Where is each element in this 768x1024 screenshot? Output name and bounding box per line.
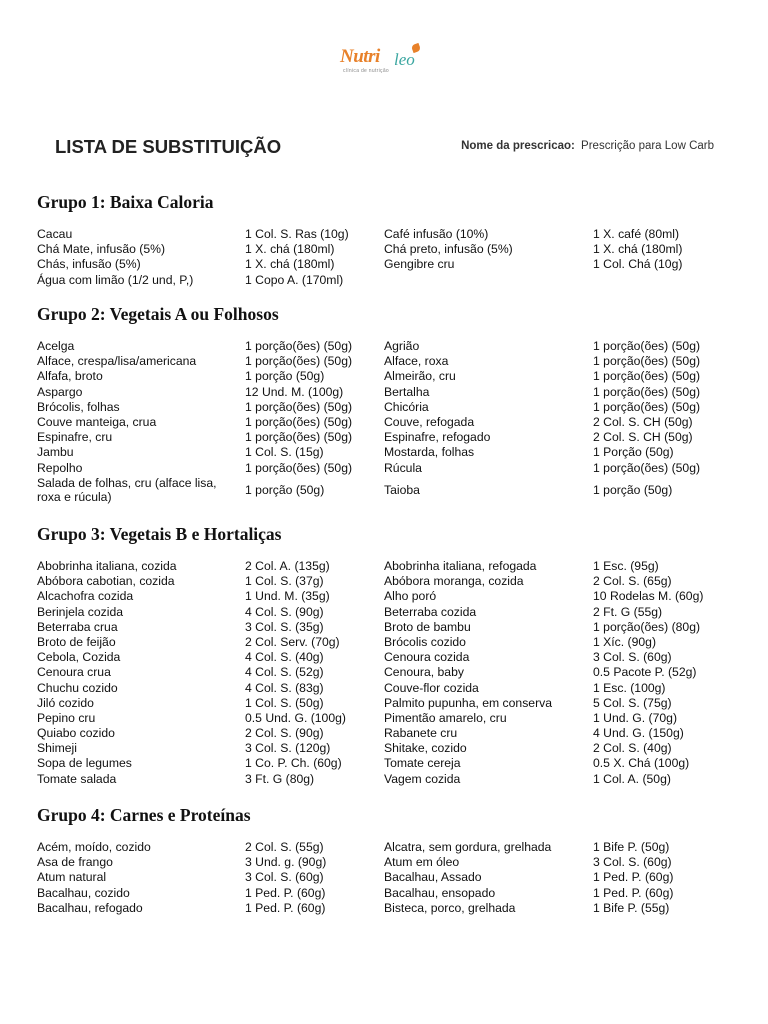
food-name-cell: Brócolis, folhas: [37, 399, 120, 414]
food-name-cell: Abóbora cabotian, cozida: [37, 574, 175, 589]
table-row: [0, 696, 768, 711]
food-name-cell: Acém, moído, cozido: [37, 840, 151, 854]
portion-cell: 2 Ft. G (55g): [593, 604, 663, 619]
portion-cell: 12 Und. M. (100g): [245, 384, 344, 399]
food-name-cell: Jambu: [37, 445, 74, 460]
portion-cell: 3 Und. g. (90g): [245, 855, 327, 870]
portion-cell: 1 Ped. P. (60g): [593, 870, 674, 885]
food-name-cell: Shimeji: [37, 741, 77, 756]
table-row: [0, 242, 768, 257]
portion-cell: 0.5 Pacote P. (52g): [593, 665, 697, 680]
food-name-cell: Asa de frango: [37, 855, 113, 870]
table-row: [0, 445, 768, 460]
food-name-cell: Cenoura, baby: [384, 665, 464, 680]
portion-cell: 1 porção(ões) (50g): [593, 369, 701, 384]
portion-cell: 4 Col. S. (52g): [245, 665, 324, 680]
portion-cell: 2 Col. S. (40g): [593, 741, 672, 756]
portion-cell: 0.5 X. Chá (100g): [593, 756, 690, 771]
group-title-4: Grupo 4: Carnes e Proteínas: [37, 805, 251, 825]
portion-cell: 1 Col. Chá (10g): [593, 257, 683, 272]
portion-cell: 1 Ped. P. (60g): [245, 900, 326, 915]
group-table-3: [0, 559, 768, 787]
table-row: [0, 711, 768, 726]
portion-cell: 10 Rodelas M. (60g): [593, 589, 704, 604]
food-name-cell: Jiló cozido: [37, 695, 94, 710]
food-name-cell: Alho poró: [384, 589, 437, 604]
table-row: [0, 400, 768, 415]
portion-cell: 3 Col. S. (120g): [245, 741, 331, 756]
food-name-cell: Tomate salada: [37, 771, 117, 786]
food-name-cell: Palmito pupunha, em conserva: [384, 695, 553, 710]
table-row: [0, 635, 768, 650]
portion-cell: 1 porção(ões) (50g): [593, 384, 701, 399]
food-name-cell: Beterraba crua: [37, 619, 118, 634]
portion-cell: 1 porção(ões) (50g): [593, 460, 701, 475]
portion-cell: 1 Xíc. (90g): [593, 634, 656, 649]
food-name-cell: Pepino cru: [37, 710, 96, 725]
portion-cell: 1 X. chá (180ml): [593, 242, 683, 257]
portion-cell: 1 porção(ões) (50g): [245, 399, 353, 414]
portion-cell: 1 Copo A. (170ml): [245, 272, 344, 287]
prescription-label: Nome da prescricao:: [461, 140, 575, 152]
portion-cell: 1 Esc. (95g): [593, 559, 659, 573]
portion-cell: 1 porção(ões) (50g): [245, 354, 353, 369]
table-row: [0, 741, 768, 756]
portion-cell: 1 porção(ões) (50g): [245, 460, 353, 475]
portion-cell: 1 porção(ões) (50g): [245, 339, 353, 353]
portion-cell: 1 Esc. (100g): [593, 680, 666, 695]
portion-cell: 1 porção (50g): [245, 369, 325, 384]
portion-cell: 3 Col. S. (60g): [593, 650, 672, 665]
table-row: [0, 369, 768, 384]
food-name-cell: Alfafa, broto: [37, 369, 103, 384]
portion-cell: 2 Col. S. CH (50g): [593, 414, 693, 429]
table-row: [0, 840, 768, 855]
group-title-3: Grupo 3: Vegetais B e Hortaliças: [37, 524, 282, 544]
food-name-cell: Alcatra, sem gordura, grelhada: [384, 840, 552, 854]
portion-cell: 1 porção(ões) (50g): [245, 430, 353, 445]
portion-cell: 1 Und. M. (35g): [245, 589, 330, 604]
prescription-info: [461, 140, 714, 152]
food-name-cell: Abobrinha italiana, cozida: [37, 559, 177, 573]
portion-cell: 1 X. chá (180ml): [245, 257, 335, 272]
food-name-cell: Alface, roxa: [384, 354, 449, 369]
table-row: [0, 354, 768, 369]
portion-cell: 1 Col. S. (15g): [245, 445, 324, 460]
table-row: [0, 559, 768, 574]
group-title-1: Grupo 1: Baixa Caloria: [37, 192, 214, 212]
portion-cell: 1 Co. P. Ch. (60g): [245, 756, 342, 771]
food-name-cell: Broto de bambu: [384, 619, 471, 634]
portion-cell: 1 Col. S. (50g): [245, 695, 324, 710]
food-name-cell: Alface, crespa/lisa/americana: [37, 354, 197, 369]
table-row: [0, 273, 768, 288]
food-name-cell: Taioba: [384, 482, 420, 497]
logo-tagline: clínica de nutrição: [343, 68, 390, 74]
food-name-cell: Bacalhau, refogado: [37, 900, 143, 915]
table-row: [0, 605, 768, 620]
food-name-cell: Bisteca, porco, grelhada: [384, 900, 516, 915]
food-name-cell: Chuchu cozido: [37, 680, 118, 695]
table-row: [0, 665, 768, 680]
table-row: [0, 461, 768, 476]
portion-cell: 1 Col. S. Ras (10g): [245, 227, 349, 241]
table-row: [0, 772, 768, 787]
food-name-cell: Bacalhau, Assado: [384, 870, 482, 885]
table-row: [0, 257, 768, 272]
table-row: [0, 650, 768, 665]
group-table-4: [0, 840, 768, 916]
food-name-cell: Água com limão (1/2 und, P,): [37, 272, 194, 287]
table-row: [0, 589, 768, 604]
food-name-cell: Tomate cereja: [384, 756, 461, 771]
portion-cell: 2 Col. A. (135g): [245, 559, 330, 573]
portion-cell: 1 Ped. P. (60g): [593, 885, 674, 900]
food-name-cell: Couve manteiga, crua: [37, 414, 157, 429]
food-name-cell: Sopa de legumes: [37, 756, 132, 771]
food-name-cell: Aspargo: [37, 384, 83, 399]
portion-cell: 3 Ft. G (80g): [245, 771, 315, 786]
table-row: [0, 726, 768, 741]
table-row: [0, 681, 768, 696]
food-name-cell: Gengibre cru: [384, 257, 455, 272]
portion-cell: 4 Col. S. (90g): [245, 604, 324, 619]
food-name-cell: Abobrinha italiana, refogada: [384, 559, 537, 573]
portion-cell: 1 porção(ões) (50g): [593, 339, 701, 353]
portion-cell: 1 X. café (80ml): [593, 227, 680, 241]
portion-cell: 1 Ped. P. (60g): [245, 885, 326, 900]
table-row: [0, 415, 768, 430]
food-name-cell: Café infusão (10%): [384, 227, 489, 241]
food-name-cell: Espinafre, refogado: [384, 430, 491, 445]
portion-cell: 4 Col. S. (40g): [245, 650, 324, 665]
table-row: [0, 476, 768, 506]
portion-cell: 1 X. chá (180ml): [245, 242, 335, 257]
food-name-cell: Quiabo cozido: [37, 726, 115, 741]
prescription-value: Prescrição para Low Carb: [581, 140, 714, 152]
table-row: [0, 870, 768, 885]
food-name-cell: Chá preto, infusão (5%): [384, 242, 513, 257]
portion-cell: 2 Col. S. (65g): [593, 574, 672, 589]
food-name-cell: Beterraba cozida: [384, 604, 477, 619]
portion-cell: 3 Col. S. (60g): [245, 870, 324, 885]
table-row: [0, 339, 768, 354]
food-name-cell: Atum em óleo: [384, 855, 460, 870]
food-name-cell: Berinjela cozida: [37, 604, 124, 619]
portion-cell: 1 porção(ões) (50g): [593, 354, 701, 369]
portion-cell: 1 Col. S. (37g): [245, 574, 324, 589]
food-name-cell: Broto de feijão: [37, 634, 116, 649]
portion-cell: 3 Col. S. (35g): [245, 619, 324, 634]
table-row: [0, 620, 768, 635]
portion-cell: 1 porção(ões) (80g): [593, 619, 701, 634]
food-name-cell: Repolho: [37, 460, 83, 475]
food-name-cell: Chás, infusão (5%): [37, 257, 141, 272]
logo-text-primary: Nutri: [340, 46, 380, 67]
brand-logo: [338, 44, 430, 78]
food-name-cell: Agrião: [384, 339, 420, 353]
portion-cell: 3 Col. S. (60g): [593, 855, 672, 870]
table-row: [0, 901, 768, 916]
food-name-cell: Atum natural: [37, 870, 107, 885]
food-name-cell: Salada de folhas, cru (alface lisa, roxa e rúcula): [37, 475, 217, 504]
portion-cell: 0.5 Und. G. (100g): [245, 710, 346, 725]
portion-cell: 1 porção(ões) (50g): [593, 399, 701, 414]
food-name-cell: Abóbora moranga, cozida: [384, 574, 524, 589]
food-name-cell: Cenoura cozida: [384, 650, 470, 665]
food-name-cell: Rúcula: [384, 460, 422, 475]
portion-cell: 4 Und. G. (150g): [593, 726, 684, 741]
food-name-cell: Espinafre, cru: [37, 430, 113, 445]
portion-cell: 1 Bife P. (55g): [593, 900, 670, 915]
portion-cell: 1 porção (50g): [245, 482, 325, 497]
portion-cell: 2 Col. S. (55g): [245, 840, 324, 854]
group-title-2: Grupo 2: Vegetais A ou Folhosos: [37, 304, 279, 324]
table-row: [0, 855, 768, 870]
food-name-cell: Mostarda, folhas: [384, 445, 475, 460]
food-name-cell: Shitake, cozido: [384, 741, 467, 756]
food-name-cell: Chá Mate, infusão (5%): [37, 242, 166, 257]
portion-cell: 2 Col. S. (90g): [245, 726, 324, 741]
portion-cell: 1 Bife P. (50g): [593, 840, 670, 854]
food-name-cell: Acelga: [37, 339, 75, 353]
food-name-cell: Rabanete cru: [384, 726, 458, 741]
table-row: [0, 385, 768, 400]
group-table-2: [0, 339, 768, 506]
table-row: [0, 430, 768, 445]
portion-cell: 1 porção(ões) (50g): [245, 414, 353, 429]
portion-cell: 4 Col. S. (83g): [245, 680, 324, 695]
portion-cell: 5 Col. S. (75g): [593, 695, 672, 710]
portion-cell: 1 Und. G. (70g): [593, 710, 677, 725]
food-name-cell: Pimentão amarelo, cru: [384, 710, 507, 725]
food-name-cell: Bertalha: [384, 384, 430, 399]
table-row: [0, 227, 768, 242]
food-name-cell: Vagem cozida: [384, 771, 461, 786]
logo-text-secondary: leo: [394, 50, 415, 69]
food-name-cell: Bacalhau, cozido: [37, 885, 130, 900]
portion-cell: 2 Col. S. CH (50g): [593, 430, 693, 445]
portion-cell: 1 Col. A. (50g): [593, 771, 671, 786]
table-row: [0, 886, 768, 901]
food-name-cell: Brócolis cozido: [384, 634, 466, 649]
portion-cell: 1 Porção (50g): [593, 445, 674, 460]
food-name-cell: Bacalhau, ensopado: [384, 885, 496, 900]
page-title: LISTA DE SUBSTITUIÇÃO: [55, 136, 282, 157]
food-name-cell: Cacau: [37, 227, 73, 241]
food-name-cell: Cenoura crua: [37, 665, 111, 680]
portion-cell: 2 Col. Serv. (70g): [245, 634, 340, 649]
table-row: [0, 574, 768, 589]
food-name-cell: Almeirão, cru: [384, 369, 456, 384]
portion-cell: 1 porção (50g): [593, 482, 673, 497]
table-row: [0, 756, 768, 771]
group-table-1: [0, 227, 768, 288]
food-name-cell: Alcachofra cozida: [37, 589, 134, 604]
food-name-cell: Cebola, Cozida: [37, 650, 121, 665]
food-name-cell: Chicória: [384, 399, 429, 414]
food-name-cell: Couve-flor cozida: [384, 680, 479, 695]
food-name-cell: Couve, refogada: [384, 414, 475, 429]
